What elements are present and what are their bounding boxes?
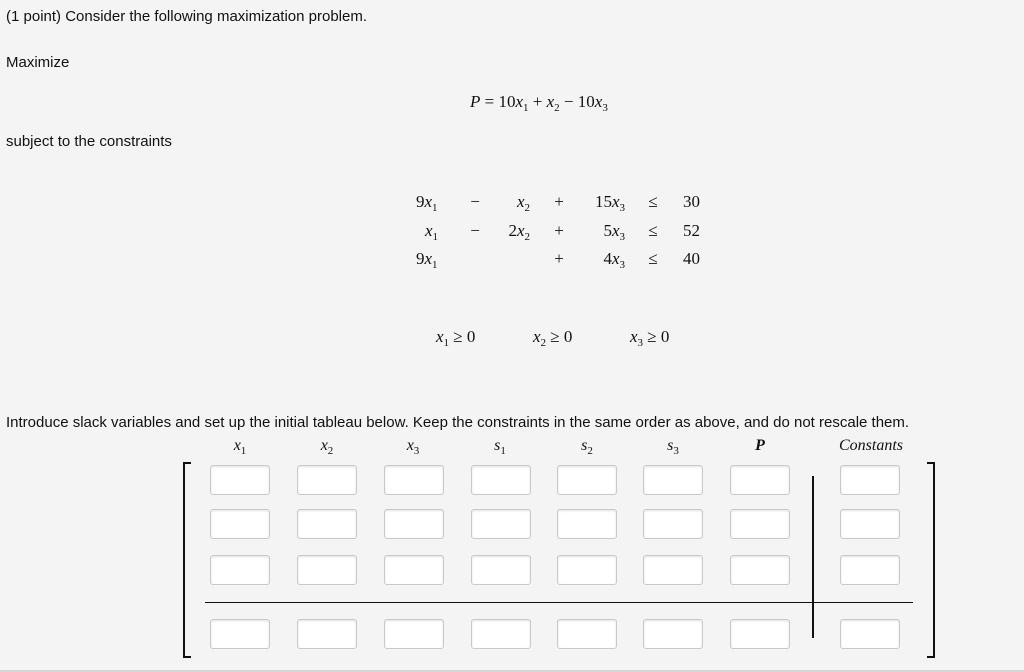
constraint-term-x1: $9x_1$ (416, 249, 438, 271)
constraint-term-x3: $15x_3$ (594, 192, 625, 214)
constraint-op: − (470, 221, 480, 240)
constraint-rhs: 40 (683, 249, 700, 268)
tableau-input-r2-x1[interactable] (210, 509, 270, 539)
left-bracket (183, 462, 191, 658)
header-x2: $x_2$ (320, 437, 334, 457)
tableau-input-r4-x3[interactable] (384, 619, 444, 649)
constraint-rhs: 52 (683, 221, 700, 240)
constraint-term-x1: $9x_1$ (416, 192, 438, 214)
tableau-input-r1-s2[interactable] (557, 465, 617, 495)
constraint-relation: ≤ (648, 221, 658, 240)
right-bracket (927, 462, 935, 658)
tableau-input-r3-x2[interactable] (297, 555, 357, 585)
constraint-op: − (470, 192, 480, 211)
constraint-term-x1: $x_1$ (425, 221, 439, 243)
tableau-input-r4-p[interactable] (730, 619, 790, 649)
nonneg-x3: $x_3 \ge 0$ (630, 327, 670, 349)
tableau-input-r2-s1[interactable] (471, 509, 531, 539)
constraint-op: + (554, 192, 564, 211)
tableau-input-r4-s1[interactable] (471, 619, 531, 649)
tableau-input-r1-s1[interactable] (471, 465, 531, 495)
tableau-input-r4-s3[interactable] (643, 619, 703, 649)
header-p: P (755, 437, 765, 454)
header-constants: Constants (838, 437, 903, 454)
constraint-term-x2: $2x_2$ (508, 221, 530, 243)
tableau-input-r3-p[interactable] (730, 555, 790, 585)
tableau-input-r3-s1[interactable] (471, 555, 531, 585)
header-x3: $x_3$ (406, 437, 420, 457)
objective-equals: = (484, 92, 495, 111)
tableau-input-r2-x3[interactable] (384, 509, 444, 539)
nonneg-x1: $x_1 \ge 0$ (436, 327, 476, 349)
tableau-input-r1-x2[interactable] (297, 465, 357, 495)
maximize-label: Maximize (6, 54, 70, 71)
constraint-relation: ≤ (648, 249, 658, 268)
tableau-input-r2-s2[interactable] (557, 509, 617, 539)
tableau-input-r2-x2[interactable] (297, 509, 357, 539)
augment-divider (812, 476, 814, 638)
constraint-term-x3: $4x_3$ (603, 249, 625, 271)
tableau-input-r1-s3[interactable] (643, 465, 703, 495)
objective-op-2: − (563, 92, 574, 111)
tableau-input-r3-x1[interactable] (210, 555, 270, 585)
objective-term-x2: $x_2$ (546, 92, 560, 114)
header-s2: $s_2$ (581, 437, 593, 457)
tableau-input-r1-x1[interactable] (210, 465, 270, 495)
constraint-op: + (554, 221, 564, 240)
instructions-text: Introduce slack variables and set up the initial tableau below. Keep the constraints in the same order as above, and do not rescale them. (6, 414, 910, 431)
nonneg-x2: $x_2 \ge 0$ (533, 327, 573, 349)
problem-intro: (1 point) Consider the following maximization problem. (6, 8, 367, 25)
constraint-rhs: 30 (683, 192, 700, 211)
objective-term-x3: $10x_3$ (577, 92, 608, 114)
constraint-op: + (554, 249, 564, 268)
tableau-input-r4-x2[interactable] (297, 619, 357, 649)
tableau-input-r4-s2[interactable] (557, 619, 617, 649)
tableau-input-r4-x1[interactable] (210, 619, 270, 649)
tableau-input-r3-s2[interactable] (557, 555, 617, 585)
header-x1: $x_1$ (233, 437, 247, 457)
tableau-input-r1-x3[interactable] (384, 465, 444, 495)
tableau-input-r1-constants[interactable] (840, 465, 900, 495)
tableau-input-r2-constants[interactable] (840, 509, 900, 539)
constraint-term-x3: $5x_3$ (603, 221, 625, 243)
constraint-relation: ≤ (648, 192, 658, 211)
tableau-input-r2-p[interactable] (730, 509, 790, 539)
tableau-input-r2-s3[interactable] (643, 509, 703, 539)
header-s3: $s_3$ (667, 437, 679, 457)
objective-row-divider (205, 602, 913, 603)
tableau-input-r3-constants[interactable] (840, 555, 900, 585)
tableau-input-r3-x3[interactable] (384, 555, 444, 585)
objective-op-1: + (532, 92, 543, 111)
tableau-input-r4-constants[interactable] (840, 619, 900, 649)
tableau-input-r1-p[interactable] (730, 465, 790, 495)
subject-to-label: subject to the constraints (6, 133, 172, 150)
constraint-term-x2: $x_2$ (516, 192, 530, 214)
header-s1: $s_1$ (494, 437, 506, 457)
objective-lhs: P (470, 92, 481, 111)
objective-term-x1: $10x_1$ (498, 92, 529, 114)
tableau-input-r3-s3[interactable] (643, 555, 703, 585)
